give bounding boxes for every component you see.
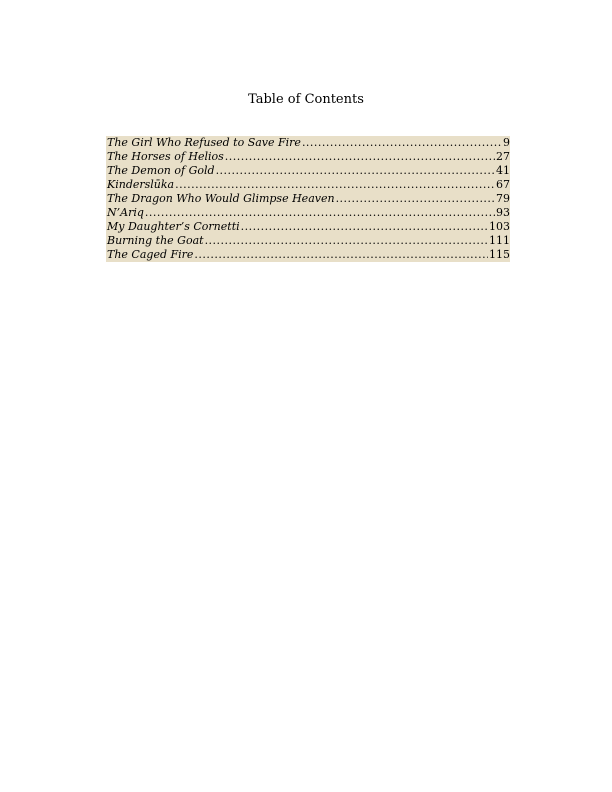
toc-page-number: 9 bbox=[503, 136, 510, 149]
toc-page-number: 111 bbox=[489, 234, 510, 247]
dot-leader bbox=[145, 206, 495, 220]
dot-leader bbox=[216, 164, 495, 178]
toc-entry[interactable] bbox=[106, 234, 510, 248]
toc-page-number: 41 bbox=[496, 164, 510, 177]
dot-leader bbox=[205, 234, 488, 248]
toc-entry[interactable] bbox=[106, 192, 510, 206]
toc-entry-title: The Demon of Gold bbox=[107, 164, 215, 177]
dot-leader bbox=[336, 192, 495, 206]
toc-page-number: 27 bbox=[496, 150, 510, 163]
toc-page-number: 67 bbox=[496, 178, 510, 191]
toc-entry[interactable] bbox=[106, 206, 510, 220]
toc-entry-title: Kinderslūka bbox=[107, 178, 175, 191]
toc-page-number: 93 bbox=[496, 206, 510, 219]
dot-leader bbox=[302, 136, 502, 150]
toc-entry-title: The Girl Who Refused to Save Fire bbox=[107, 136, 301, 149]
dot-leader bbox=[225, 150, 495, 164]
toc-entry-title: The Dragon Who Would Glimpse Heaven bbox=[107, 192, 335, 205]
toc-entry[interactable] bbox=[106, 136, 510, 150]
toc-entry[interactable] bbox=[106, 178, 510, 192]
dot-leader bbox=[241, 220, 488, 234]
toc-entry[interactable] bbox=[106, 248, 510, 262]
page-title: Table of Contents bbox=[248, 92, 364, 107]
toc-page-number: 115 bbox=[489, 248, 510, 261]
toc-entry-title: The Horses of Helios bbox=[107, 150, 224, 163]
toc-entry[interactable] bbox=[106, 164, 510, 178]
toc-entry-title: N’Ariq bbox=[107, 206, 144, 219]
toc-page-number: 103 bbox=[489, 220, 510, 233]
toc-entry-title: My Daughter’s Cornetti bbox=[107, 220, 240, 233]
dot-leader bbox=[194, 248, 488, 262]
dot-leader bbox=[175, 178, 495, 192]
toc-list bbox=[106, 136, 510, 262]
toc-page-number: 79 bbox=[496, 192, 510, 205]
toc-entry[interactable] bbox=[106, 220, 510, 234]
toc-entry[interactable] bbox=[106, 150, 510, 164]
toc-entry-title: Burning the Goat bbox=[107, 234, 204, 247]
toc-entry-title: The Caged Fire bbox=[107, 248, 194, 261]
